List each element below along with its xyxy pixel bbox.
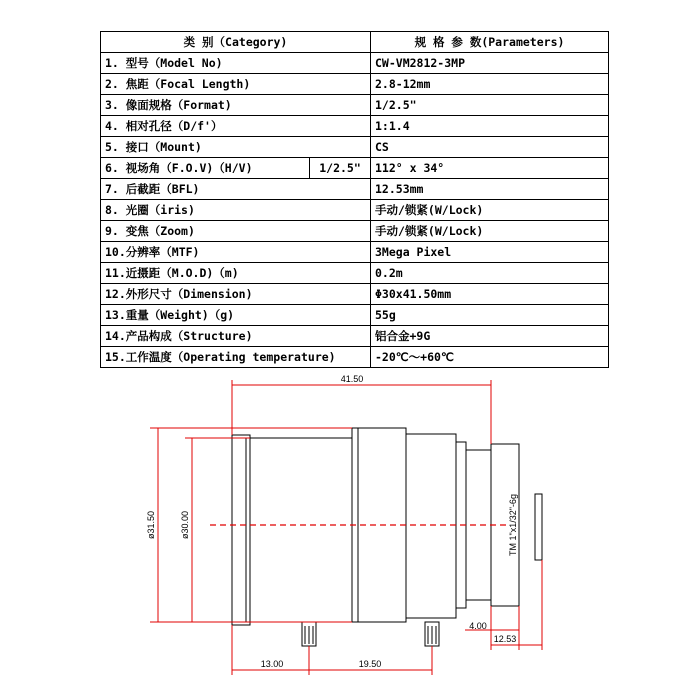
header-category: 类 别（Category) [101, 32, 371, 53]
row-category-format: 1/2.5" [309, 158, 370, 178]
table-row [101, 74, 609, 95]
table-row [101, 95, 609, 116]
spec-body [101, 53, 609, 368]
row-value: CS [371, 137, 609, 158]
table-row [101, 347, 609, 368]
table-row [101, 116, 609, 137]
row-category: 5. 接口（Mount) [101, 137, 371, 158]
lens-thread-mount [466, 450, 491, 600]
row-value: 0.2m [371, 263, 609, 284]
header-parameters: 规 格 参 数(Parameters) [371, 32, 609, 53]
lens-dimension-drawing [0, 370, 700, 700]
row-value: CW-VM2812-3MP [371, 53, 609, 74]
table-row [101, 179, 609, 200]
dim-screw-spacing: 19.50 [358, 659, 382, 669]
dim-flange: 4.00 [469, 621, 487, 631]
row-category: 2. 焦距（Focal Length) [101, 74, 371, 95]
row-value: 2.8-12mm [371, 74, 609, 95]
table-row [101, 137, 609, 158]
dim-thread-spec: TM 1"x1/32"-6g [508, 494, 518, 556]
row-value: 手动/锁紧(W/Lock) [371, 200, 609, 221]
row-category: 8. 光圈（iris) [101, 200, 371, 221]
row-category: 15.工作温度（Operating temperature) [101, 347, 371, 368]
row-value: 112° x 34° [371, 158, 609, 179]
table-row [101, 158, 609, 179]
dim-front-to-screw: 13.00 [260, 659, 284, 669]
table-row [101, 326, 609, 347]
dim-overall-length: 41.50 [340, 374, 364, 384]
lens-rear-section [406, 434, 456, 618]
row-category: 1. 型号（Model No) [101, 53, 371, 74]
row-category: 12.外形尺寸（Dimension) [101, 284, 371, 305]
row-category: 13.重量（Weight)（g) [101, 305, 371, 326]
row-value: 手动/锁紧(W/Lock) [371, 221, 609, 242]
lens-main-barrel [250, 438, 352, 622]
row-value: Φ30x41.50mm [371, 284, 609, 305]
table-row [101, 284, 609, 305]
row-value: -20℃～+60℃ [371, 347, 609, 368]
row-category: 10.分辨率（MTF) [101, 242, 371, 263]
dim-body-diameter: ø30.00 [180, 510, 190, 540]
row-category: 4. 相对孔径（D/f'） [101, 116, 371, 137]
dim-outer-diameter: ø31.50 [146, 510, 156, 540]
row-value: 1:1.4 [371, 116, 609, 137]
table-row [101, 221, 609, 242]
spec-table [100, 31, 609, 368]
lens-front-ring [232, 435, 250, 625]
row-category [101, 158, 371, 179]
table-row [101, 305, 609, 326]
dim-bfl: 12.53 [493, 634, 517, 644]
row-value: 3Mega Pixel [371, 242, 609, 263]
row-category: 11.近摄距（M.O.D)（m) [101, 263, 371, 284]
row-value: 12.53mm [371, 179, 609, 200]
sensor-plane [535, 494, 542, 560]
row-value: 铝合金+9G [371, 326, 609, 347]
row-category: 7. 后截距（BFL) [101, 179, 371, 200]
row-category: 14.产品构成（Structure) [101, 326, 371, 347]
row-category-label: 6. 视场角（F.O.V)（H/V) [105, 161, 253, 175]
table-header-row [101, 32, 609, 53]
table-row [101, 200, 609, 221]
table-row [101, 242, 609, 263]
row-category: 9. 变焦（Zoom) [101, 221, 371, 242]
row-value: 55g [371, 305, 609, 326]
table-row [101, 263, 609, 284]
row-category: 3. 像面规格（Format) [101, 95, 371, 116]
row-value: 1/2.5" [371, 95, 609, 116]
table-row [101, 53, 609, 74]
